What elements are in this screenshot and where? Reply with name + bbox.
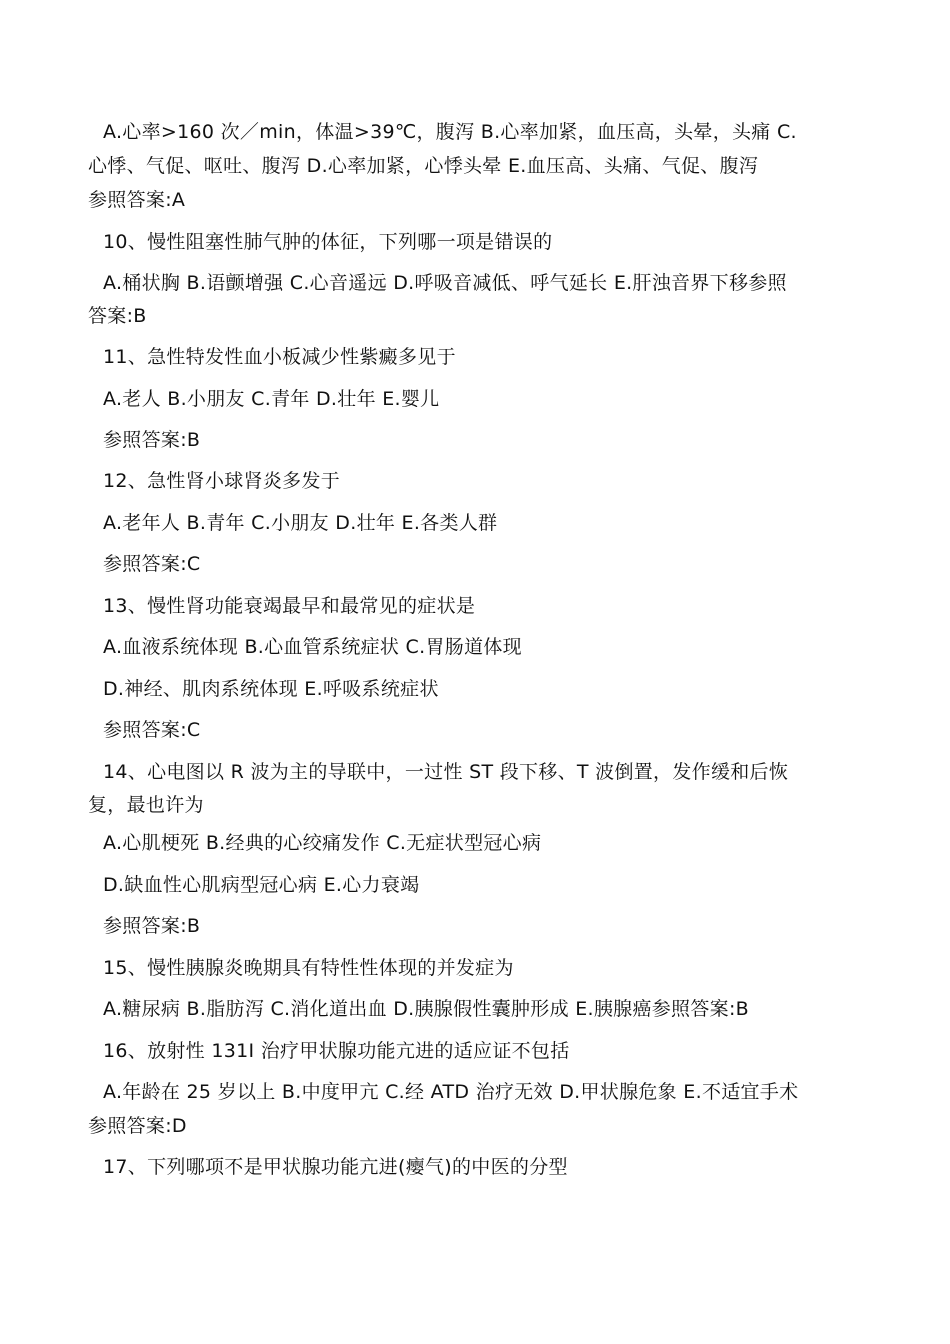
option-line: A.心肌梗死 B.经典的心绞痛发作 C.无症状型冠心病 bbox=[103, 832, 542, 854]
answer-line: 参照答案:B bbox=[103, 429, 201, 451]
answer-line: 参照答案:D bbox=[88, 1115, 187, 1137]
question-line: 14、心电图以 R 波为主的导联中，一过性 ST 段下移、T 波倒置，发作缓和后恢 bbox=[103, 761, 789, 783]
question-line: 10、慢性阻塞性肺气肿的体征，下列哪一项是错误的 bbox=[103, 231, 553, 253]
option-line: A.心率>160 次／min，体温>39℃，腹泻 B.心率加紧，血压高，头晕，头痛 C. bbox=[103, 121, 797, 143]
question-line: 16、放射性 131I 治疗甲状腺功能亢进的适应证不包括 bbox=[103, 1040, 570, 1062]
option-line: A.桶状胸 B.语颤增强 C.心音遥远 D.呼吸音减低、呼气延长 E.肝浊音界下移参照 bbox=[103, 272, 787, 294]
answer-line: 参照答案:A bbox=[88, 189, 186, 211]
question-line: 11、急性特发性血小板减少性紫癜多见于 bbox=[103, 346, 456, 368]
option-line: A.老人 B.小朋友 C.青年 D.壮年 E.婴儿 bbox=[103, 388, 440, 410]
answer-line: 参照答案:C bbox=[103, 553, 201, 575]
question-line: 15、慢性胰腺炎晚期具有特性性体现的并发症为 bbox=[103, 957, 514, 979]
option-line: A.糖尿病 B.脂肪泻 C.消化道出血 D.胰腺假性囊肿形成 E.胰腺癌参照答案:B bbox=[103, 998, 749, 1020]
answer-line: 参照答案:B bbox=[103, 915, 201, 937]
answer-line: 答案:B bbox=[88, 305, 147, 327]
option-line: D.缺血性心肌病型冠心病 E.心力衰竭 bbox=[103, 874, 420, 896]
option-line: 心悸、气促、呕吐、腹泻 D.心率加紧，心悸头晕 E.血压高、头痛、气促、腹泻 bbox=[88, 155, 759, 177]
option-line: A.年龄在 25 岁以上 B.中度甲亢 C.经 ATD 治疗无效 D.甲状腺危象 E.不适宜手术 bbox=[103, 1081, 799, 1103]
option-line: D.神经、肌肉系统体现 E.呼吸系统症状 bbox=[103, 678, 439, 700]
question-line: 13、慢性肾功能衰竭最早和最常见的症状是 bbox=[103, 595, 476, 617]
question-line: 12、急性肾小球肾炎多发于 bbox=[103, 470, 341, 492]
option-line: A.老年人 B.青年 C.小朋友 D.壮年 E.各类人群 bbox=[103, 512, 498, 534]
answer-line: 参照答案:C bbox=[103, 719, 201, 741]
question-line: 17、下列哪项不是甲状腺功能亢进(瘿气)的中医的分型 bbox=[103, 1156, 568, 1178]
option-line: A.血液系统体现 B.心血管系统症状 C.胃肠道体现 bbox=[103, 636, 522, 658]
question-line: 复，最也许为 bbox=[88, 794, 204, 816]
